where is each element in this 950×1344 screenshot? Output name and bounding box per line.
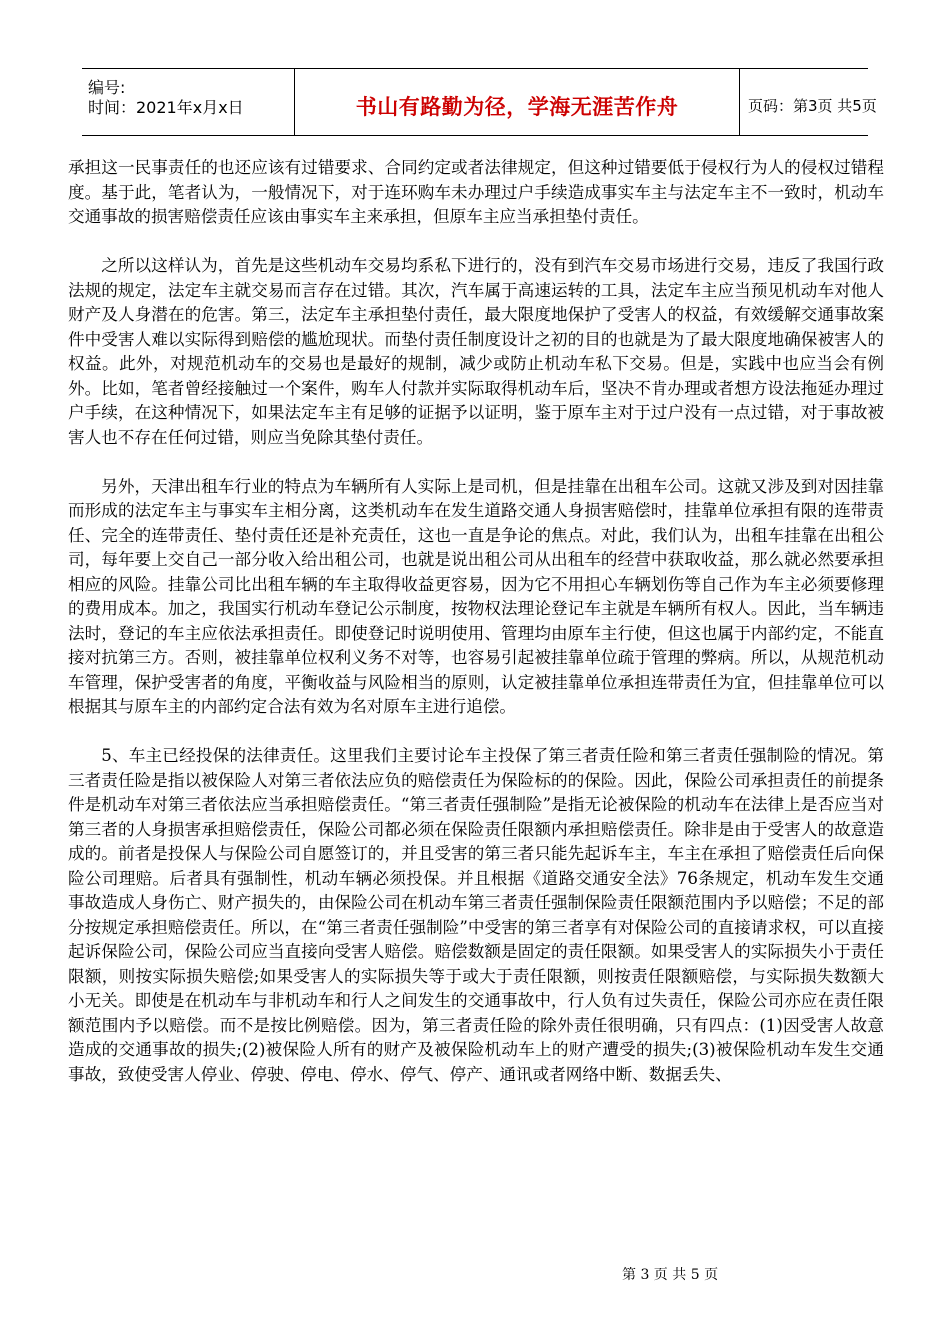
code-label: 编号: (88, 78, 126, 97)
header-page-info: 页码：第3页 共5页 (748, 97, 877, 115)
paragraph: 另外，天津出租车行业的特点为车辆所有人实际上是司机，但是挂靠在出租车公司。这就又涉及到对因挂靠而形成的法定车主与事实车主相分离，这类机动车在发生道路交通人身损害赔偿时，挂靠单位承担有限的连带责任、完全的连带责任、垫付责任还是补充责任，这也一直是争论的焦点。对此，我们认为，出租车挂靠在出租公司，每年要上交自己一部分收入给出租公司，也就是说出租公司从出租车的经营中获取收益，那么就必然要承担相应的风险。挂靠公司比出租车辆的车主取得收益更容易，因为它不用担心车辆划伤等自己作为车主必须要修理的费用成本。加之，我国实行机动车登记公示制度，按物权法理论登记车主就是车辆所有权人。因此，当车辆违法时，登记的车主应依法承担责任。即使登记时说明使用、管理均由原车主行使，但这也属于内部约定，不能直接对抗第三方。否则，被挂靠单位权利义务不对等，也容易引起被挂靠单位疏于管理的弊病。所以，从规范机动车管理，保护受害者的角度，平衡收益与风险相当的原则，认定被挂靠单位承担连带责任为宜，但挂靠单位可以根据其与原车主的内部约定合法有效为名对原车主进行追偿。 (68, 476, 884, 716)
motto-text: 书山有路勤为径，学海无涯苦作舟 (355, 95, 679, 119)
header-meta-cell (82, 69, 295, 135)
header-motto-cell (295, 69, 740, 135)
header-page-cell (740, 69, 877, 135)
paragraph: 之所以这样认为，首先是这些机动车交易均系私下进行的，没有到汽车交易市场进行交易，违反了我国行政法规的规定，法定车主就交易而言存在过错。其次，汽车属于高速运转的工具，法定车主应当预见机动车对他人财产及人身潜在的危害。第三，法定车主承担垫付责任，最大限度地保护了受害人的权益，有效缓解交通事故案件中受害人难以实际得到赔偿的尴尬现状。而垫付责任制度设计之初的目的也就是为了最大限度地确保被害人的权益。此外，对规范机动车的交易也是最好的规制，减少或防止机动车私下交易。但是，实践中也应当会有例外。比如，笔者曾经接触过一个案件，购车人付款并实际取得机动车后，坚决不肯办理或者想方设法拖延办理过户手续，在这种情况下，如果法定车主有足够的证据予以证明，鉴于原车主对于过户没有一点过错，对于事故被害人也不存在任何过错，则应当免除其垫付责任。 (68, 256, 884, 447)
paragraph: 承担这一民事责任的也还应该有过错要求、合同约定或者法律规定，但这种过错要低于侵权行为人的侵权过错程度。基于此，笔者认为，一般情况下，对于连环购车未办理过户手续造成事实车主与法定车主不一致时，机动车交通事故的损害赔偿责任应该由事实车主来承担，但原车主应当承担垫付责任。 (68, 158, 884, 226)
date-label: 时间：2021年x月x日 (88, 98, 244, 117)
page-footer: 第 3 页 共 5 页 (622, 1267, 719, 1283)
document-header (82, 68, 877, 136)
document-body (68, 156, 884, 1087)
paragraph: 5、车主已经投保的法律责任。这里我们主要讨论车主投保了第三者责任险和第三者责任强制险的情况。第三者责任险是指以被保险人对第三者依法应负的赔偿责任为保险标的的保险。因此，保险公司承担责任的前提条件是机动车对第三者依法应当承担赔偿责任。“第三者责任强制险”是指无论被保险的机动车在法律上是否应当对第三者的人身损害承担赔偿责任，保险公司都必须在保险责任限额内承担赔偿责任。除非是由于受害人的故意造成的。前者是投保人与保险公司自愿签订的，并且受害的第三者只能先起诉车主，车主在承担了赔偿责任后向保险公司理赔。后者具有强制性，机动车辆必须投保。并且根据《道路交通安全法》76条规定，机动车发生交通事故造成人身伤亡、财产损失的，由保险公司在机动车第三者责任强制保险责任限额范围内予以赔偿；不足的部分按规定承担赔偿责任。所以，在“第三者责任强制险”中受害的第三者享有对保险公司的直接请求权，可以直接起诉保险公司，保险公司应当直接向受害人赔偿。赔偿数额是固定的责任限额。如果受害人的实际损失小于责任限额，则按实际损失赔偿;如果受害人的实际损失等于或大于责任限额，则按责任限额赔偿，与实际损失数额大小无关。即使是在机动车与非机动车和行人之间发生的交通事故中，行人负有过失责任，保险公司亦应在责任限额范围内予以赔偿。而不是按比例赔偿。因为，第三者责任险的除外责任很明确，只有四点：(1)因受害人故意造成的交通事故的损失;(2)被保险人所有的财产及被保险机动车上的财产遭受的损失;(3)被保险机动车发生交通事故，致使受害人停业、停驶、停电、停水、停气、停产、通讯或者网络中断、数据丢失、 (68, 746, 884, 1084)
